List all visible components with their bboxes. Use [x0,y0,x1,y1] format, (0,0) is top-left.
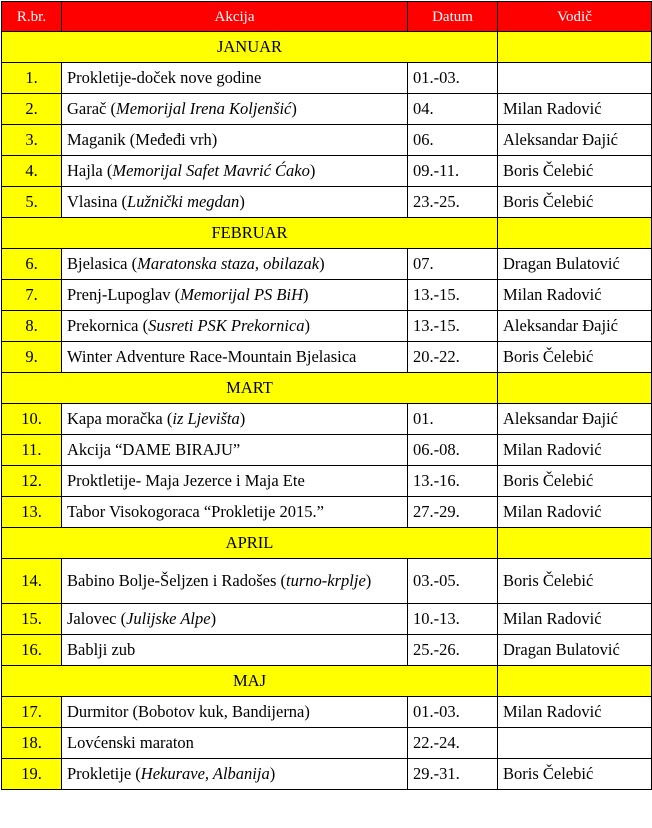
table-row [2,63,652,94]
month-name: MAJ [2,666,498,697]
table-body [2,32,652,790]
month-name: MART [2,373,498,404]
guide-cell [498,63,652,94]
month-empty-cell [498,218,652,249]
activity-cell [62,342,408,373]
guide-cell: Boris Čelebić [498,759,652,790]
activity-suffix: ) [309,161,316,180]
row-number: 7. [2,280,62,311]
table-row [2,404,652,435]
activity-cell [62,404,408,435]
date-cell: 13.-15. [408,280,498,311]
row-number: 5. [2,187,62,218]
table-row [2,635,652,666]
guide-cell: Aleksandar Đajić [498,125,652,156]
table-row [2,280,652,311]
row-number: 15. [2,604,62,635]
activity-italic: iz Ljevišta [172,409,240,428]
month-empty-cell [498,373,652,404]
activity-cell [62,63,408,94]
date-cell: 09.-11. [408,156,498,187]
month-name: JANUAR [2,32,498,63]
guide-cell: Boris Čelebić [498,187,652,218]
row-number: 9. [2,342,62,373]
guide-cell: Milan Radović [498,697,652,728]
activity-text: Akcija “DAME BIRAJU” [67,440,241,459]
activity-cell [62,604,408,635]
activity-cell [62,466,408,497]
month-name: FEBRUAR [2,218,498,249]
activity-text: Hajla ( [67,161,113,180]
activity-text: Durmitor (Bobotov kuk, Bandijerna) [67,702,310,721]
table-row [2,156,652,187]
table-row [2,187,652,218]
row-number: 10. [2,404,62,435]
month-empty-cell [498,528,652,559]
header-row [2,2,652,32]
activity-cell [62,280,408,311]
month-empty-cell [498,666,652,697]
table-row [2,125,652,156]
activity-suffix: ) [303,285,309,304]
table-row [2,559,652,604]
activity-text: Prokletije ( [67,764,141,783]
guide-cell: Milan Radović [498,435,652,466]
guide-cell: Aleksandar Đajić [498,404,652,435]
header-akcija: Akcija [62,2,408,32]
guide-cell: Boris Čelebić [498,466,652,497]
activity-cell [62,249,408,280]
date-cell: 01. [408,404,498,435]
month-row [2,528,652,559]
activity-text: Prekornica ( [67,316,149,335]
activity-suffix: ) [365,571,372,590]
guide-cell: Boris Čelebić [498,559,652,604]
date-cell: 01.-03. [408,697,498,728]
row-number: 3. [2,125,62,156]
guide-cell: Milan Radović [498,497,652,528]
row-number: 2. [2,94,62,125]
month-empty-cell [498,32,652,63]
activity-italic: Memorijal PS BiH [180,285,304,304]
activity-text: Lovćenski maraton [67,733,194,752]
activity-cell [62,187,408,218]
activity-text: Prokletije-doček nove godine [67,68,262,87]
activity-cell [62,635,408,666]
activity-cell [62,497,408,528]
date-cell: 10.-13. [408,604,498,635]
activity-text: Kapa moračka ( [67,409,173,428]
month-row [2,218,652,249]
table-row [2,342,652,373]
activity-italic: Hekurave, Albanija [140,764,270,783]
activity-text: Babino Bolje-Šeljzen i Radošes ( [67,571,287,590]
guide-cell: Boris Čelebić [498,342,652,373]
guide-cell: Milan Radović [498,94,652,125]
activity-suffix: ) [239,192,245,211]
row-number: 4. [2,156,62,187]
row-number: 11. [2,435,62,466]
table-row [2,697,652,728]
row-number: 19. [2,759,62,790]
activity-italic: Susreti PSK Prekornica [148,316,305,335]
activity-suffix: ) [210,609,217,628]
activity-italic: turno-krplje [286,571,366,590]
row-number: 18. [2,728,62,759]
activity-suffix: ) [239,409,246,428]
activities-table [1,1,652,790]
row-number: 12. [2,466,62,497]
activity-italic: Maratonska staza, obilazak [137,254,320,273]
row-number: 1. [2,63,62,94]
guide-cell [498,728,652,759]
activity-text: Babljі zub [67,640,136,659]
header-datum: Datum [408,2,498,32]
activity-cell [62,125,408,156]
activity-text: Prenj-Lupoglav ( [67,285,181,304]
header-rbr: R.br. [2,2,62,32]
table-row [2,759,652,790]
date-cell: 06.-08. [408,435,498,466]
row-number: 13. [2,497,62,528]
table-row [2,311,652,342]
row-number: 17. [2,697,62,728]
date-cell: 20.-22. [408,342,498,373]
date-cell: 13.-15. [408,311,498,342]
activity-cell [62,311,408,342]
activity-text: Maganik (Međeđi vrh) [67,130,218,149]
activity-suffix: ) [319,254,325,273]
activity-cell [62,697,408,728]
activity-text: Bjelasica ( [67,254,138,273]
activity-cell [62,759,408,790]
month-row [2,32,652,63]
activity-italic: Lužnički megdan [127,192,240,211]
activity-text: Proktletije- Maja Jezerce i Maja Ete [67,471,305,490]
guide-cell: Milan Radović [498,604,652,635]
activity-italic: Julijske Alpe [126,609,211,628]
activity-text: Jalovec ( [67,609,127,628]
activity-cell [62,94,408,125]
guide-cell: Milan Radović [498,280,652,311]
activity-text: Winter Adventure Race-Mountain Bjelasica [67,347,357,366]
row-number: 16. [2,635,62,666]
table-row [2,497,652,528]
table-row [2,604,652,635]
table-row [2,435,652,466]
month-row [2,666,652,697]
month-row [2,373,652,404]
date-cell: 04. [408,94,498,125]
guide-cell: Dragan Bulatović [498,249,652,280]
row-number: 6. [2,249,62,280]
activity-cell [62,559,408,604]
activity-cell [62,435,408,466]
date-cell: 25.-26. [408,635,498,666]
date-cell: 27.-29. [408,497,498,528]
activity-cell [62,156,408,187]
activity-suffix: ) [304,316,311,335]
activity-text: Tabor Visokogoraca “Prokletije 2015.” [67,502,324,521]
activity-italic: Memorijal Safet Mavrić Ćako [112,161,310,180]
activity-suffix: ) [291,99,297,118]
table-row [2,94,652,125]
guide-cell: Aleksandar Đajić [498,311,652,342]
row-number: 8. [2,311,62,342]
guide-cell: Dragan Bulatović [498,635,652,666]
activity-text: Vlasina ( [67,192,128,211]
activity-suffix: ) [269,764,276,783]
activity-cell [62,728,408,759]
date-cell: 03.-05. [408,559,498,604]
date-cell: 29.-31. [408,759,498,790]
date-cell: 23.-25. [408,187,498,218]
date-cell: 07. [408,249,498,280]
date-cell: 01.-03. [408,63,498,94]
activity-text: Garač ( [67,99,117,118]
table-row [2,249,652,280]
table-row [2,466,652,497]
header-vodic: Vodič [498,2,652,32]
activity-italic: Memorijal Irena Koljenšić [116,99,292,118]
row-number: 14. [2,559,62,604]
date-cell: 13.-16. [408,466,498,497]
guide-cell: Boris Čelebić [498,156,652,187]
date-cell: 22.-24. [408,728,498,759]
table-row [2,728,652,759]
date-cell: 06. [408,125,498,156]
month-name: APRIL [2,528,498,559]
